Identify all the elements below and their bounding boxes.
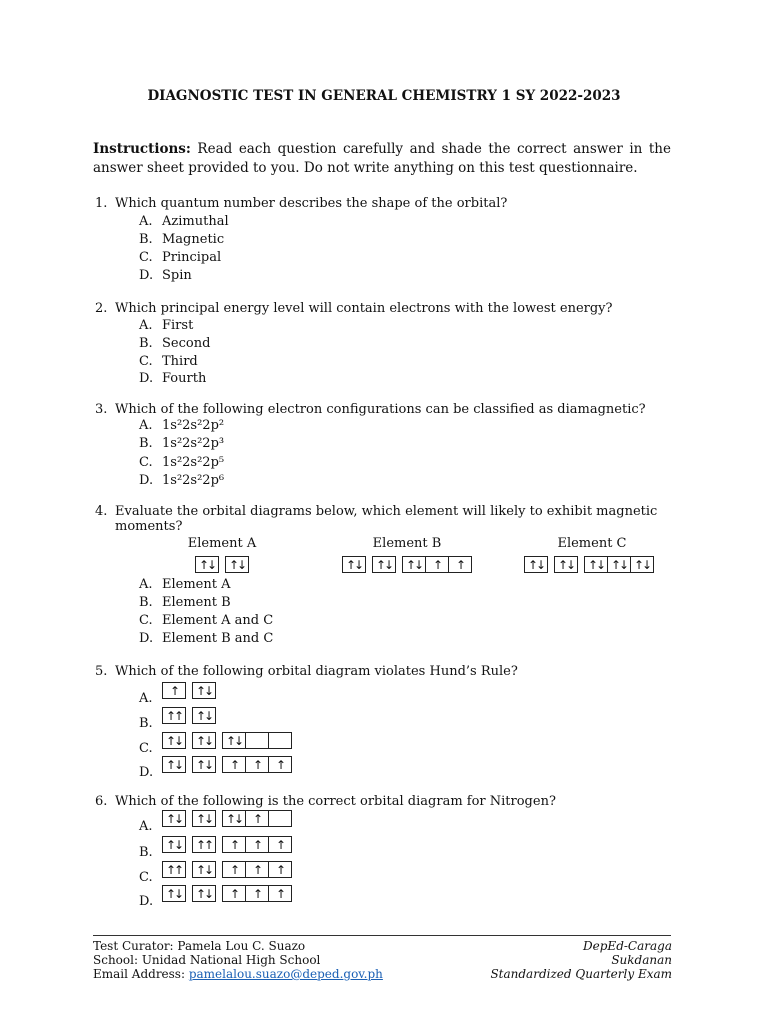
option-text: Spin [162,268,192,283]
option-letter: A. [139,819,153,834]
orbital-box: ↑ [268,861,292,878]
email-link[interactable]: pamelalou.suazo@deped.gov.ph [188,967,383,981]
option-letter: A. [139,214,153,229]
orbital-box: ↑ [245,756,269,773]
option-text: 1s²2s²2p² [162,418,225,433]
question-number: 3. [95,402,108,417]
orbital-box: ↑↓ [192,885,216,902]
orbital-box: ↑↓ [554,556,578,573]
orbital-box: ↑↓ [162,810,186,827]
orbital-box [245,732,269,749]
option-letter: D. [139,268,154,283]
option-text: Element A [162,577,231,592]
question-text: Which of the following orbital diagram violates Hund’s Rule? [115,664,518,679]
element-c-label: Element C [557,536,627,551]
question-text: Which of the following electron configurations can be classified as diamagnetic? [115,402,646,417]
option-text: Azimuthal [162,214,229,229]
option-letter: C. [139,870,153,885]
option-text: 1s²2s²2p⁵ [162,455,225,470]
question-text: Which of the following is the correct orbital diagram for Nitrogen? [115,794,556,809]
orbital-box: ↑↑ [162,707,186,724]
orbital-box: ↑↓ [402,556,426,573]
element-a-label: Element A [187,536,257,551]
option-letter: D. [139,371,154,386]
option-letter: B. [139,716,153,731]
question-number: 5. [95,664,108,679]
instructions-text: Read each question carefully and shade the correct answer in the answer sheet provided to you. Do not write anything on this test questionnaire. [93,141,671,176]
footer-org: DepEd-Caraga [583,939,672,953]
option-letter: D. [139,631,154,646]
orbital-box: ↑ [245,861,269,878]
element-b-label: Element B [372,536,442,551]
orbital-box: ↑ [222,861,246,878]
question-text: Which quantum number describes the shape of the orbital? [115,196,508,211]
option-text: Second [162,336,211,351]
orbital-box: ↑↓ [222,732,246,749]
question-number: 6. [95,794,108,809]
option-letter: B. [139,336,153,351]
orbital-box: ↑ [245,836,269,853]
orbital-box: ↑↓ [192,810,216,827]
orbital-box: ↑ [268,885,292,902]
orbital-box: ↑↓ [195,556,219,573]
option-letter: A. [139,691,153,706]
option-letter: C. [139,455,153,470]
page-title: DIAGNOSTIC TEST IN GENERAL CHEMISTRY 1 SY 2022-2023 [147,88,621,104]
option-text: Fourth [162,371,207,386]
orbital-box: ↑ [425,556,449,573]
footer-school: School: Unidad National High School [93,953,321,967]
orbital-box: ↑↓ [192,707,216,724]
orbital-box: ↑↓ [372,556,396,573]
option-letter: C. [139,741,153,756]
question-number: 4. [95,504,108,519]
option-letter: A. [139,318,153,333]
orbital-box: ↑ [162,682,186,699]
orbital-box: ↑↓ [222,810,246,827]
option-letter: D. [139,765,154,780]
option-text: 1s²2s²2p³ [162,436,225,451]
option-letter: B. [139,595,153,610]
option-text: 1s²2s²2p⁶ [162,473,225,488]
orbital-box: ↑ [448,556,472,573]
orbital-box: ↑↓ [630,556,654,573]
question-number: 1. [95,196,108,211]
orbital-box: ↑ [268,836,292,853]
question-text: Which principal energy level will contain electrons with the lowest energy? [115,301,613,316]
orbital-box: ↑↓ [524,556,548,573]
option-text: Element B [162,595,231,610]
footer-location: Sukdanan [611,953,672,967]
orbital-box: ↑↓ [162,885,186,902]
orbital-box: ↑ [222,885,246,902]
orbital-box: ↑ [245,885,269,902]
orbital-box: ↑↑ [162,861,186,878]
orbital-box: ↑ [268,756,292,773]
question-text: Evaluate the orbital diagrams below, which element will likely to exhibit magnetic [115,504,658,519]
option-letter: D. [139,894,154,909]
orbital-box [268,732,292,749]
option-letter: B. [139,232,153,247]
option-letter: A. [139,418,153,433]
footer-curator: Test Curator: Pamela Lou C. Suazo [93,939,306,953]
orbital-box: ↑↓ [192,732,216,749]
question-text-continued: moments? [115,519,183,534]
option-text: Element B and C [162,631,274,646]
instructions [93,140,671,178]
footer-divider [93,935,671,936]
option-letter: B. [139,845,153,860]
question-number: 2. [95,301,108,316]
orbital-box: ↑↓ [342,556,366,573]
option-text: Element A and C [162,613,274,628]
footer-exam-type: Standardized Quarterly Exam [490,967,672,981]
footer-email [93,967,383,981]
instructions-label: Instructions: [93,141,191,157]
orbital-box: ↑↓ [162,756,186,773]
option-letter: A. [139,577,153,592]
orbital-box: ↑ [222,836,246,853]
orbital-box: ↑↓ [607,556,631,573]
footer-email-label: Email Address: [93,967,189,981]
orbital-box: ↑↑ [192,836,216,853]
option-letter: C. [139,354,153,369]
orbital-box: ↑ [222,756,246,773]
option-text: Magnetic [162,232,225,247]
option-text: Principal [162,250,222,265]
orbital-box: ↑↓ [162,732,186,749]
orbital-box: ↑↓ [192,861,216,878]
option-text: Third [162,354,198,369]
orbital-box: ↑↓ [162,836,186,853]
option-letter: C. [139,250,153,265]
option-letter: C. [139,613,153,628]
option-letter: B. [139,436,153,451]
option-letter: D. [139,473,154,488]
orbital-box [268,810,292,827]
orbital-box: ↑ [245,810,269,827]
orbital-box: ↑↓ [192,682,216,699]
orbital-box: ↑↓ [584,556,608,573]
orbital-box: ↑↓ [192,756,216,773]
orbital-box: ↑↓ [225,556,249,573]
option-text: First [162,318,194,333]
